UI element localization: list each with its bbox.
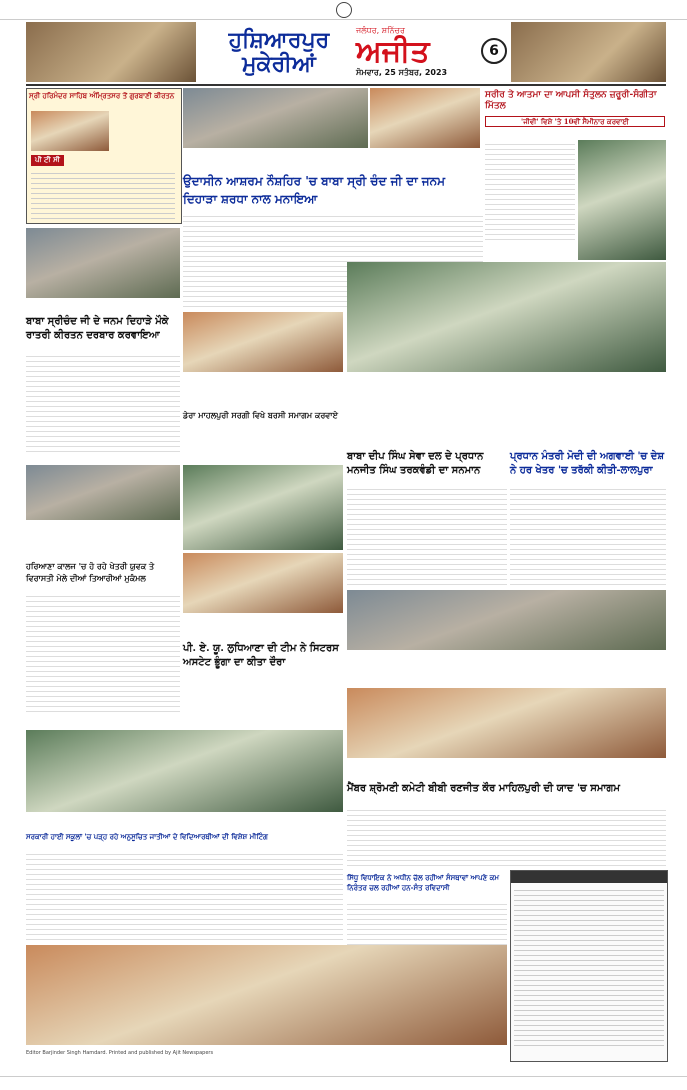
- printer-line: Editor Barjinder Singh Hamdard. Printed and published by Ajit Newspapers: [26, 1050, 214, 1056]
- issue-date: ਸੋਮਵਾਰ, 25 ਸਤੰਬਰ, 2023: [356, 68, 448, 77]
- article-left-bottom-body: [26, 850, 343, 940]
- newspaper-logo: [356, 26, 476, 78]
- lalpura-photo: [347, 590, 666, 650]
- notice-body: [514, 886, 664, 1046]
- headline-center-lower: ਪੀ. ਏ. ਯੂ. ਲੁਧਿਆਣਾ ਦੀ ਟੀਮ ਨੇ ਸਿਟਰਸ ਅਸਟੇਟ ਭੂੰਗਾ ਦਾ ਕੀਤਾ ਦੌਰਾ: [183, 643, 339, 668]
- region-title-line1: ਹੁਸ਼ਿਆਰਪੁਰ: [228, 27, 330, 53]
- samagam-photo: [347, 688, 666, 758]
- print-slug: [0, 0, 687, 20]
- honor-photo: [347, 262, 666, 372]
- ashram-photo-2: [370, 88, 480, 148]
- seminar-photo: [578, 140, 666, 260]
- headline-center-bottom: ਸਿੱਧੂ ਵਿਧਾਇਕ ਨੇ ਅਧੀਨ ਚੱਲ ਰਹੀਆਂ ਸੰਸਥਾਵਾਂ ਆਪਣੇ ਕਮ ਨਿਰੰਤਰ ਚਲ ਰਹੀਆਂ ਹਨ-ਸੰਤ ਰਵਿਦਾਸੀ: [347, 873, 500, 892]
- article-right-lower: [347, 782, 666, 796]
- college-photo-2: [183, 465, 343, 550]
- box-body: [31, 169, 175, 219]
- article-center-bottom-body: [347, 900, 507, 945]
- headline-right-lower: ਮੈਂਬਰ ਸ਼੍ਰੋਮਣੀ ਕਮੇਟੀ ਬੀਬੀ ਰਣਜੀਤ ਕੌਰ ਮਾਹਿਲਪੁਰੀ ਦੀ ਯਾਦ 'ਚ ਸਮਾਗਮ: [347, 783, 620, 794]
- article-right-lower-body: [347, 806, 666, 866]
- headline-right-top: ਸਰੀਰ ਤੇ ਆਤਮਾ ਦਾ ਆਪਸੀ ਸੰਤੁਲਨ ਜ਼ਰੂਰੀ-ਸੰਗੀਤਾ ਮਿੱਤਲ: [485, 90, 657, 111]
- masthead-right-photo: [511, 22, 666, 82]
- article-left-lower: [26, 560, 180, 584]
- headline-center-mid: ਡੇਰਾ ਮਾਹਲਪੁਰੀ ਸਰਗੀ ਵਿਖੇ ਬਰਸੀ ਸਮਾਗਮ ਕਰਵਾਏ: [183, 410, 338, 420]
- article-left-mid-body: [26, 352, 180, 452]
- article-center-top: [183, 172, 483, 208]
- bottom-group-photo: [26, 945, 507, 1045]
- article-center-mid: [183, 410, 343, 421]
- notice-header: [511, 871, 667, 883]
- box-title: ਸ੍ਰੀ ਹਰਿਮੰਦਰ ਸਾਹਿਬ ਅੰਮ੍ਰਿਤਸਰ ਤੋਂ ਗੁਰਬਾਣੀ ਕੀਰਤਨ: [29, 91, 175, 100]
- article-center-right-mid: [347, 450, 507, 478]
- region-title: [204, 28, 354, 76]
- headline-right-mid: ਪ੍ਰਧਾਨ ਮੰਤਰੀ ਮੋਦੀ ਦੀ ਅਗਵਾਈ 'ਚ ਦੇਸ਼ ਨੇ ਹਰ ਖੇਤਰ 'ਚ ਤਰੱਕੀ ਕੀਤੀ-ਲਾਲਪੁਰਾ: [510, 451, 665, 476]
- article-center-lower: [183, 642, 343, 670]
- dera-photo: [183, 312, 343, 372]
- article-center-right-mid-body: [347, 485, 507, 585]
- article-left-mid: [26, 315, 180, 343]
- headline-center-top: ਉਦਾਸੀਨ ਆਸ਼ਰਮ ਨੌਸ਼ਹਿਰ 'ਚ ਬਾਬਾ ਸ੍ਰੀ ਚੰਦ ਜੀ ਦਾ ਜਨਮ ਦਿਹਾੜਾ ਸ਼ਰਧਾ ਨਾਲ ਮਨਾਇਆ: [183, 174, 446, 206]
- golden-temple-photo: [31, 111, 109, 151]
- ashram-photo-1: [183, 88, 368, 148]
- public-notice-box: [510, 870, 668, 1062]
- pau-photo: [183, 553, 343, 613]
- article-right-top: [485, 90, 665, 127]
- article-right-top-body: [485, 140, 575, 240]
- article-center-bottom: [347, 873, 507, 893]
- school-photo: [26, 730, 343, 812]
- page-number: 6: [481, 38, 507, 64]
- logo-wordmark: ਅਜੀਤ: [356, 34, 430, 69]
- article-right-mid: [510, 450, 666, 478]
- headline-left-bottom: ਸਰਕਾਰੀ ਹਾਈ ਸਕੂਲਾਂ 'ਚ ਪੜ੍ਹ ਰਹੇ ਅਨੁਸੂਚਿਤ ਜਾਤੀਆਂ ਦੇ ਵਿਦਿਆਰਥੀਆਂ ਦੀ ਵਿਸ਼ੇਸ਼ ਮੀਟਿੰਗ: [26, 832, 268, 841]
- crop-mark-icon: [336, 2, 352, 18]
- article-right-mid-body: [510, 485, 666, 585]
- headline-left-mid: ਬਾਬਾ ਸ੍ਰੀਚੰਦ ਜੀ ਦੇ ਜਨਮ ਦਿਹਾੜੇ ਮੌਕੇ ਰਾਤਰੀ ਕੀਰਤਨ ਦਰਬਾਰ ਕਰਵਾਇਆ: [26, 316, 169, 341]
- article-left-lower-body: [26, 592, 180, 712]
- headline-left-lower: ਹਰਿਆਣਾ ਕਾਲਜ 'ਚ ਹੋ ਰਹੇ ਖੇਤਰੀ ਯੁਵਕ ਤੇ ਵਿਰਾਸਤੀ ਮੇਲੇ ਦੀਆਂ ਤਿਆਰੀਆਂ ਮੁਕੰਮਲ: [26, 561, 155, 583]
- region-title-line2: ਮੁਕੇਰੀਆਂ: [242, 51, 316, 77]
- college-photo: [26, 465, 180, 520]
- headline-center-right-mid: ਬਾਬਾ ਦੀਪ ਸਿੰਘ ਸੇਵਾ ਦਲ ਦੇ ਪ੍ਰਧਾਨ ਮਨਜੀਤ ਸਿੰਘ ਤਰਕਵੰਡੀ ਦਾ ਸਨਮਾਨ: [347, 451, 484, 476]
- bottom-crop-bar: [0, 1076, 687, 1090]
- masthead-left-photo: [26, 22, 196, 82]
- subhead-right-top: 'ਜੀਵੀ' ਵਿਸ਼ੇ 'ਤੇ 10ਵੀਂ ਸੈਮੀਨਾਰ ਕਰਵਾਈ: [485, 116, 665, 127]
- masthead: [26, 22, 666, 86]
- article-left-bottom: [26, 832, 343, 842]
- logo-subtitle: ਜਲੰਧਰ, ਸ਼ਨਿੱਚਰ: [356, 26, 405, 35]
- tv-listing-box: [26, 88, 182, 224]
- kirtan-photo: [26, 228, 180, 298]
- box-subtitle: ਪੀ ਟੀ ਸੀ: [31, 155, 64, 166]
